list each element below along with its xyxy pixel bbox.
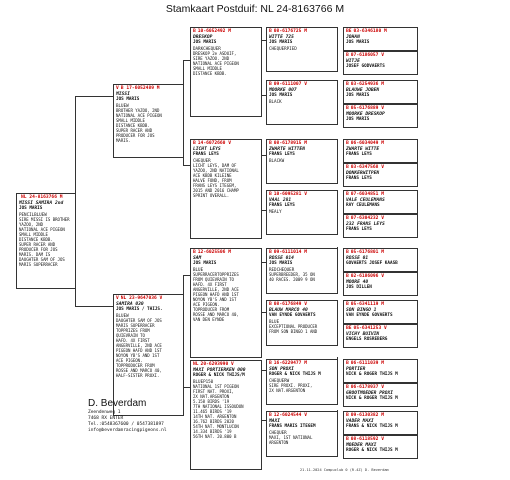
sex-code: B [346, 53, 349, 58]
breeder-name: D. Beverdam [88, 398, 147, 409]
pigeon-name: VADER MAXI [346, 418, 374, 424]
color: CHEQUER [193, 157, 211, 163]
owner: JOS MARIS [193, 261, 217, 267]
ring-number: 20-6293990 V [200, 362, 234, 367]
pedigree-card-gen3[interactable] [266, 359, 338, 405]
pedigree-card-gen4[interactable] [343, 27, 418, 51]
pigeon-name: DONKERWITPEN [346, 170, 380, 176]
owner: JOS MARIS / THIJS. [116, 307, 163, 313]
ring-number: 08-6118592 V [350, 437, 384, 442]
description: SUPERBREEDER, 35 ON 40 RACES. 2009 9 ON [269, 272, 315, 283]
pigeon-name: BLAUW MARCO 40 [269, 307, 308, 313]
color: BLACKW [269, 157, 285, 163]
pigeon-name: MOEDER MAXI [346, 442, 377, 448]
owner: RAY CEULEMANS [346, 203, 380, 209]
color: BLUE [193, 266, 204, 272]
sex-code: B [346, 437, 349, 442]
pedigree-card-gen2[interactable] [190, 360, 262, 470]
pigeon-name: VAAL 281 [269, 197, 292, 203]
owner: FRANS LEYS [346, 227, 372, 233]
sex-code: BE [346, 29, 352, 34]
ring-number: 03-6346180 M [353, 29, 387, 34]
owner: JOS MARIS [346, 117, 370, 123]
pedigree-card-gen4[interactable] [343, 80, 418, 104]
owner: JOS MARIS [346, 40, 370, 46]
pedigree-card-gen4[interactable] [343, 359, 418, 383]
owner: ROGER & NICK THIJS M [346, 448, 398, 454]
pigeon-name: ZWARTE WITTEN [269, 146, 305, 152]
pedigree-card-gen4[interactable] [343, 139, 418, 163]
ring-number: 08-6176849 V [273, 302, 307, 307]
pedigree-card-sire[interactable] [113, 84, 184, 158]
color: REDCHEQUER [269, 266, 295, 272]
ring-number: 06-6178937 V [350, 385, 384, 390]
pigeon-name: MAXI [269, 418, 281, 424]
sex-code: B [269, 82, 272, 87]
pigeon-name: MOORE 40 [346, 279, 369, 285]
pedigree-card-gen3[interactable] [266, 139, 338, 184]
ring-number: NL 24-8163766 M [21, 195, 63, 200]
ring-number: 14-6072660 V [197, 141, 231, 146]
owner: FRANS LEYS [193, 152, 219, 158]
pedigree-card-gen4[interactable] [343, 248, 418, 272]
ring-number: 02-6186096 V [350, 274, 384, 279]
color: BLUEW [116, 312, 129, 318]
pedigree-card-subject[interactable] [16, 193, 76, 289]
description: NATIONAL 1ST PIGEON FIRST NAT. PROXI, 2X NAT.ARGENTON 5.158 BIRDS '19 7TH NATIONAL ISSOUDUN 11.465 BIRDS '19 14TH NAT. ARGENTON 16.762 BIRDS 2020 54TH NAT. MONTLUCON 14.334 BIRDS '19 56TH NAT. 20.800 B [193, 384, 244, 440]
pigeon-name: VICHY BUIVIN [346, 331, 380, 337]
ring-number: 09-6130382 M [350, 413, 384, 418]
sex-code: B [346, 82, 349, 87]
ring-number: 06-6111039 M [350, 361, 384, 366]
owner: ENGELS ROSREBERG [346, 337, 388, 343]
pigeon-name: SON BINGO 1 [346, 307, 377, 313]
pedigree-card-gen3[interactable] [266, 300, 338, 346]
sex-code: B [346, 361, 349, 366]
sex-code: B [346, 216, 349, 221]
description: SIRE PROXI. PROXI, 2X NAT.ARGENTON [269, 383, 313, 394]
pedigree-card-gen2[interactable] [190, 248, 262, 358]
pedigree-card-gen3[interactable] [266, 80, 338, 125]
color: DARKCHEQUER [193, 45, 221, 51]
owner: VAN EYNDE GOVAERTS [346, 313, 393, 319]
owner: FRANS LEYS [269, 152, 295, 158]
pedigree-card-gen2[interactable] [190, 27, 262, 117]
ring-number: NL 23-9647036 V [120, 296, 163, 301]
ring-number: 07-6186057 V [350, 53, 384, 58]
ring-number: 06-6034049 M [350, 141, 384, 146]
description: MAXI, 1ST NATIONAL ARGENTON [269, 435, 313, 446]
owner: NICK & ROGER THIJS M [346, 396, 398, 402]
sex-code: B [269, 302, 272, 307]
ring-number: 10-6095281 V [273, 192, 307, 197]
pigeon-name: 232 FRANS LEYS [346, 221, 385, 227]
sex-code: B [346, 192, 349, 197]
pigeon-name: BLAUWE JOBEN [346, 87, 380, 93]
ring-number: 09-6111007 V [273, 82, 307, 87]
ring-number: 05-6176801 M [350, 250, 384, 255]
color: BLUEW [116, 102, 129, 108]
ring-number: 05-6341119 M [350, 302, 384, 307]
pigeon-name: JOHAN [346, 34, 360, 40]
print-date: 21-11-2024 Compuclub 0 (R.4Z) D. Beverdam [300, 468, 389, 472]
description: SIRE MISSI IS BROTHER YAZOO, 2ND NATIONAL ACE PIGEON SMALL MIDDLE DISTANCE KBDB. SUPER RACER AND PRODUCER FOR JOS MARIS. DAM IS DAUGHTER SAM OF JOS MARIS SUPERRACER [19, 217, 70, 268]
ring-number: 10-6052492 M [197, 29, 231, 34]
pigeon-name: MISSI SAMIRA 2nd [19, 200, 64, 206]
owner: FRANS LEYS [346, 176, 372, 182]
sex-code: B [346, 250, 349, 255]
pedigree-card-gen3[interactable] [266, 190, 338, 235]
color: CHEQUERPIED [269, 45, 297, 51]
pedigree-card-gen4[interactable] [343, 51, 418, 75]
owner: FRANS MARIS ITEGEM [269, 424, 316, 430]
color: PENCILBLUEW [19, 211, 47, 217]
ring-number: B 17-6052489 M [120, 86, 160, 91]
owner: JOS MARIS [116, 97, 140, 103]
sex-code: B [269, 250, 272, 255]
owner: ROGER & NICK THIJS/M [193, 373, 245, 379]
color: BLUEP150 [193, 378, 214, 384]
pedigree-card-gen4[interactable] [343, 383, 418, 407]
owner: JOS DILLEN [346, 285, 372, 291]
ring-number: 16-6229477 M [273, 361, 307, 366]
pedigree-card-gen4[interactable] [343, 163, 418, 187]
pedigree-card-gen4[interactable] [343, 324, 418, 348]
sex-code: B [346, 302, 349, 307]
pedigree-card-gen4[interactable] [343, 214, 418, 238]
ring-number: 12-6025506 M [197, 250, 231, 255]
pigeon-name: DRESKOP [193, 34, 213, 40]
owner: JOS MARIS [269, 261, 293, 267]
sex-code: BE [346, 326, 352, 331]
pigeon-name: MAXI PORTIERKEN 000 [193, 367, 246, 373]
pigeon-name: GROOTMOEDER PROXI [346, 390, 394, 396]
pigeon-name: VALE CEULEMANS [346, 197, 385, 203]
owner: JOS MARIS [346, 93, 370, 99]
ring-number: 08-6176725 M [273, 29, 307, 34]
ring-number: 07-6304232 V [350, 216, 384, 221]
description: EXCEPTIONAL PRODUCER FROM SON BINGO 1 AND [269, 324, 318, 335]
description: DRESKOP 2e ASDUIF, SIRE YAZOO. 2ND NATIONAL ACE PIGEON SMALL MIDDLE DISTANCE KBDB. [193, 51, 239, 77]
sex-code: B [193, 141, 196, 146]
description: BROTHER YAZOO, 2ND NATIONAL ACE PIGEON SMALL MIDDLE DISTANCE KBDB. SUPER RACER AND PRODUCER FOR JOS MARIS. [116, 108, 162, 144]
sex-code: B [269, 361, 272, 366]
owner: JOS MARIS [269, 40, 293, 46]
color: BLACK [269, 98, 282, 104]
sex-code: B [346, 106, 349, 111]
breeder-contact: Zeendenweg 1 7468 RX ENTER Tel.:0548367600 / 0547381897 info@beverdamracingpigeons.nl [88, 410, 167, 434]
sex-code: B [193, 29, 196, 34]
ring-number: 12-6024544 V [273, 413, 307, 418]
ring-number: 03-6254936 M [350, 82, 384, 87]
pigeon-name: WITJE [346, 58, 360, 64]
pedigree-card-gen4[interactable] [343, 104, 418, 128]
pigeon-name: ZWARTE WITTE [346, 146, 380, 152]
ring-number: 05-6176889 V [350, 106, 384, 111]
pedigree-card-gen3[interactable] [266, 27, 338, 72]
ring-number: 03-6347568 V [350, 165, 384, 170]
pigeon-name: MOORKE DRESKOP [346, 111, 385, 117]
sex-code: NL [193, 362, 199, 367]
pigeon-name: WITTE 725 [269, 34, 294, 40]
sex-code: B [346, 385, 349, 390]
pedigree-card-gen3[interactable] [266, 411, 338, 457]
owner: JOS MARIS [193, 40, 217, 46]
pigeon-name: PORTIER [346, 366, 366, 372]
description: LICHT LEYS, DAM OF YAZOO, 2ND NATIONAL ACE KBDB KILEINE HALVE FOND, FROM FRANS LEYS ITEGEM, 2015 AND 2016 CHAMP SPRINT OVERALL. [193, 163, 239, 199]
pedigree-card-gen2[interactable] [190, 139, 262, 239]
owner: FRANS & NICK THIJS M [346, 424, 398, 430]
sex-code: V [116, 296, 119, 301]
ring-number: 05-6341253 V [353, 326, 387, 331]
sex-code: V [116, 86, 119, 91]
page-title: Stamkaart Postduif: NL 24-8163766 M [165, 3, 345, 15]
sex-code: B [269, 29, 272, 34]
owner: GOVAERTS JOSEF KAASB [346, 261, 398, 267]
pigeon-name: SAM [193, 255, 202, 261]
sex-code: B [193, 250, 196, 255]
pigeon-name: SON PROXI [269, 366, 294, 372]
color: MEALY [269, 208, 282, 214]
ring-number: 09-6111014 M [273, 250, 307, 255]
pedigree-card-gen4[interactable] [343, 190, 418, 214]
sex-code: B [269, 141, 272, 146]
pigeon-name: LICHT LEYS [193, 146, 221, 152]
pedigree-card-gen4[interactable] [343, 435, 418, 459]
pedigree-card-gen4[interactable] [343, 272, 418, 296]
pedigree-card-gen4[interactable] [343, 300, 418, 324]
pigeon-name: MOORKE 007 [269, 87, 297, 93]
owner: VAN EYNDE GOVAERTS [269, 313, 316, 319]
sex-code: B [269, 413, 272, 418]
pedigree-card-gen3[interactable] [266, 248, 338, 294]
pedigree-card-gen4[interactable] [343, 411, 418, 435]
description: DAUGHTER SAM OF JOS MARIS SUPERRACER TOPPRIZES FROM QUIEVRAIN TO HAFD. 4X FIRST ANGERVILLE, 2ND ACE PIGEON HAFD AND 1ST NOYON YB'S AND 1ST ACE PIGEON. TOPPRODUCER FROM ROSSE AND MARCO 40, HALF-SISTER PROXI. [116, 318, 162, 379]
pigeon-name: MISSI [116, 91, 130, 97]
owner: JOS MARIS [269, 93, 293, 99]
owner: JOS MARIS [19, 206, 43, 212]
color: CHEQUERW [269, 377, 290, 383]
pigeon-name: ROSSE 014 [269, 255, 294, 261]
owner: JOSEF GODVAERTS [346, 64, 385, 70]
sex-code: B [346, 141, 349, 146]
ring-number: 07-6034851 M [350, 192, 384, 197]
pigeon-name: SAMIRA 030 [116, 301, 144, 307]
pigeon-name: ROSSE 01 [346, 255, 369, 261]
owner: ROGER & NICK THIJS M [269, 372, 321, 378]
sex-code: B [346, 165, 349, 170]
owner: FRANS LEYS [346, 152, 372, 158]
sex-code: B [346, 274, 349, 279]
owner: FRANS LEYS [269, 203, 295, 209]
sex-code: B [269, 192, 272, 197]
color: BLUE [269, 318, 280, 324]
owner: NICK & ROGER THIJS M [346, 372, 398, 378]
sex-code: B [346, 413, 349, 418]
ring-number: 08-6178915 M [273, 141, 307, 146]
description: SUPERRACERTOPPRIZES FROM QUIEVRAIN TO HAFD. 4X FIRST ANGERVILLE, 2ND ACE PIGEON HAFD AND 1ST NOYON YB'S AND 1ST ACE PIGEON. TOPRODUCER FROM ROSSE AND MARCO 40, VAN DEN EYNDE [193, 272, 239, 323]
color: CHEQUER [269, 429, 287, 435]
